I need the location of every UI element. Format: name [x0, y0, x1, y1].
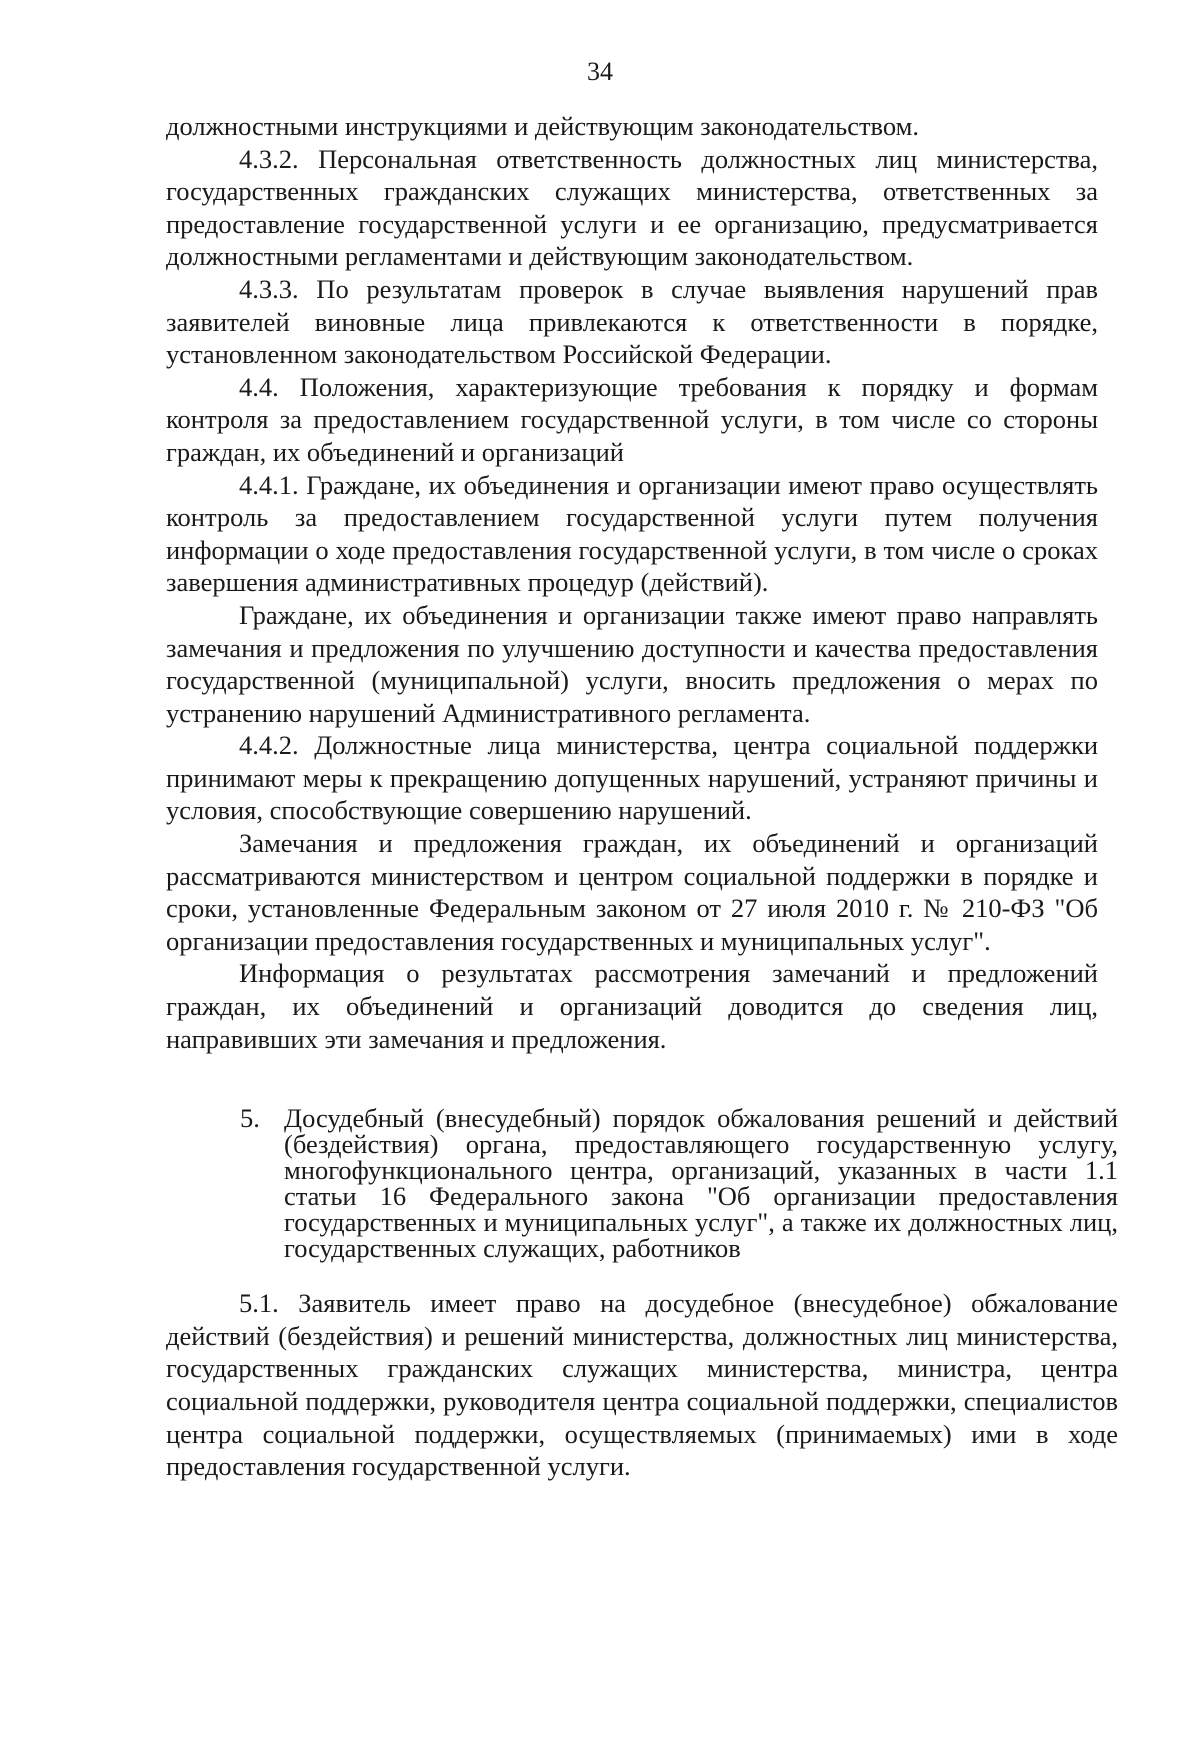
paragraph-4-4-2-info: Информация о результатах рассмотрения замечаний и предложений граждан, их объединений и организаций доводится до сведения лиц, направивших эти замечания и предложения.	[166, 958, 1098, 1054]
paragraph-4-3-2: 4.3.2. Персональная ответственность должностных лиц министерства, государственных гражданских служащих министерства, ответственных за предоставление государственной услуги и ее организацию, предусматривается должностными регламентами и действующим законодательством.	[166, 143, 1098, 272]
page-number: 34	[587, 57, 613, 86]
paragraph-4-4: 4.4. Положения, характеризующие требования к порядку и формам контроля за предоставлением государственной услуги, в том числе со стороны граждан, их объединений и организаций	[166, 371, 1098, 467]
paragraph-4-4-1: 4.4.1. Граждане, их объединения и организации имеют право осуществлять контроль за предоставлением государственной услуги путем получения информации о ходе предоставления государственной услуги, в том числе о сроках завершения административных процедур (действий).	[166, 469, 1098, 598]
section-5-heading	[166, 1103, 1118, 1264]
section-5-number: 5.	[240, 1103, 260, 1134]
document-body	[166, 110, 1118, 1483]
paragraph-4-4-2: 4.4.2. Должностные лица министерства, центра социальной поддержки принимают меры к прекращению допущенных нарушений, устраняют причины и условия, способствующие совершению нарушений.	[166, 730, 1098, 826]
paragraph-4-3-3: 4.3.3. По результатам проверок в случае выявления нарушений прав заявителей виновные лица привлекаются к ответственности в порядке, установленном законодательством Российской Федерации.	[166, 273, 1098, 370]
paragraph-4-4-1-cont: Граждане, их объединения и организации также имеют право направлять замечания и предложения по улучшению доступности и качества предоставления государственной (муниципальной) услуги, вносить предложения о мерах по устранению нарушений Административного регламента.	[166, 599, 1098, 728]
paragraph-4-4-2-remarks: Замечания и предложения граждан, их объединений и организаций рассматриваются министерством и центром социальной поддержки в порядке и сроки, установленные Федеральным законом от 27 июля 2010 г. № 210-ФЗ "Об организации предоставления государственных и муниципальных услуг".	[166, 828, 1098, 956]
paragraph-5-1: 5.1. Заявитель имеет право на досудебное (внесудебное) обжалование действий (бездействия) и решений министерства, должностных лиц министерства, государственных гражданских служащих министерства, министра, центра социальной поддержки, руководителя центра социальной поддержки, специалистов центра социальной поддержки, осуществляемых (принимаемых) ими в ходе предоставления государственной услуги.	[166, 1288, 1118, 1482]
section-5-title: Досудебный (внесудебный) порядок обжалования решений и действий (бездействия) органа, предоставляющего государственную услугу, многофункционального центра, организаций, указанных в части 1.1 статьи 16 Федерального закона "Об организации предоставления государственных и муниципальных услуг", а также их должностных лиц, государственных служащих, работников	[284, 1103, 1118, 1264]
paragraph-continuation: должностными инструкциями и действующим законодательством.	[166, 111, 920, 141]
